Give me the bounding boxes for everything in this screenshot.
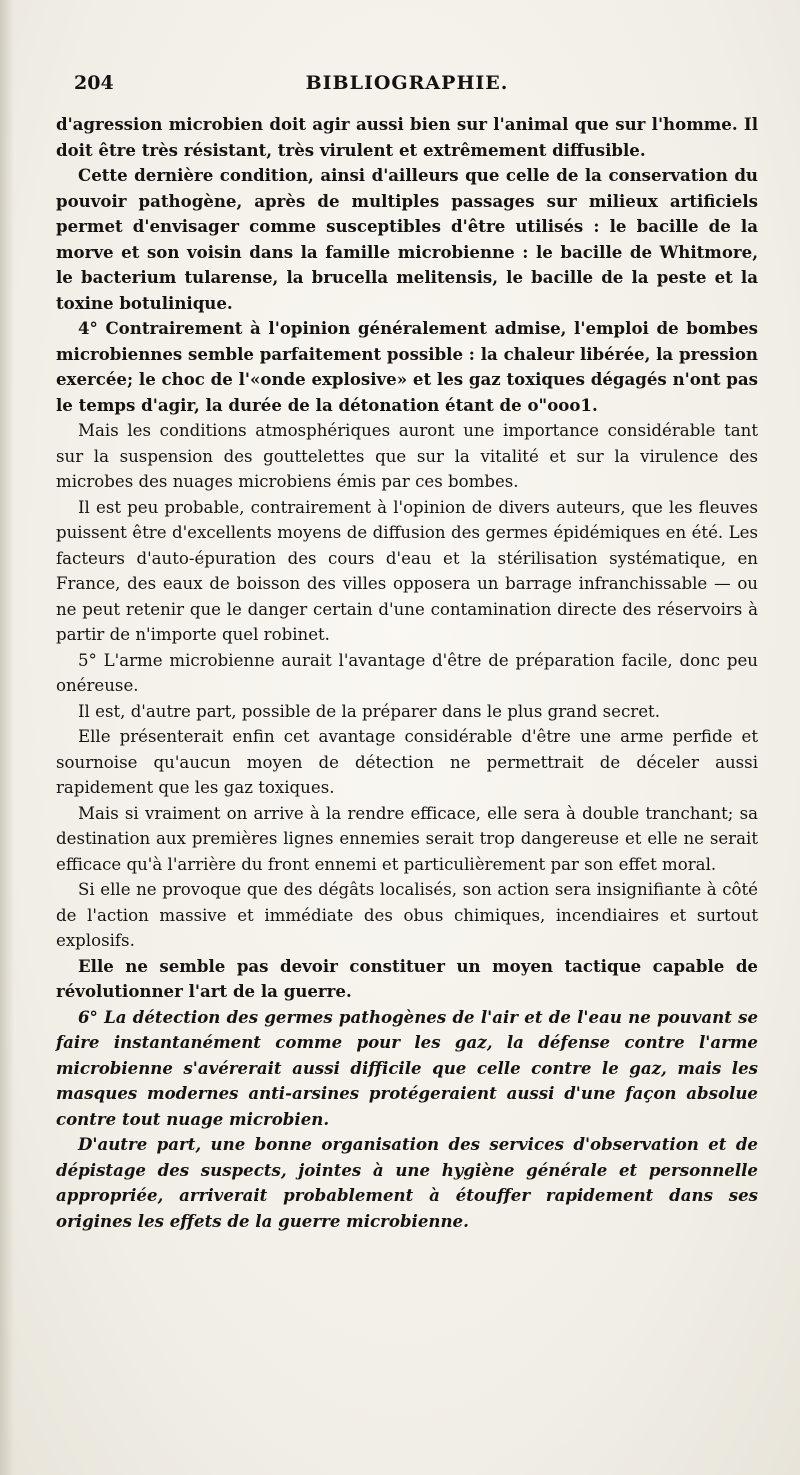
- paragraph-9: Mais si vraiment on arrive à la rendre efficace, elle sera à double tranchant; sa destination aux premières lignes ennemies serait trop dangereuse et elle ne serait efficace qu'à l'arrière du front ennemi et particulièrement par son effet moral.: [56, 803, 758, 874]
- paragraph-8: Elle présenterait enfin cet avantage considérable d'être une arme perfide et sournoise qu'aucun moyen de détection ne permettrait de déceler aussi rapidement que les gaz toxiques.: [56, 727, 758, 797]
- paragraph-1: d'agression microbien doit agir aussi bien sur l'animal que sur l'homme. Il doit être très résistant, très virulent et extrêmement diffusible.: [56, 114, 758, 160]
- paragraph-2: Cette dernière condition, ainsi d'ailleurs que celle de la conservation du pouvoir pathogène, après de multiples passages sur milieux artificiels permet d'envisager comme susceptibles d'être utilisés : le bacille de la morve et son voisin dans la famille microbienne : le bacille de Whitmore, le bacterium tularense, la brucella melitensis, le bacille de la peste et la toxine botulinique.: [56, 165, 758, 313]
- paragraph-3: 4° Contrairement à l'opinion généralement admise, l'emploi de bombes microbiennes semble parfaitement possible : la chaleur libérée, la pression exercée; le choc de l'«onde explosive» et les gaz toxiques dégagés n'ont pas le temps d'agir, la durée de la détonation étant de o"ooo1.: [56, 318, 758, 415]
- paragraph-4: Mais les conditions atmosphériques auront une importance considérable tant sur la suspension des gouttelettes que sur la vitalité et sur la virulence des microbes des nuages microbiens émis par ces bombes.: [56, 421, 758, 491]
- paragraph-5: Il est peu probable, contrairement à l'opinion de divers auteurs, que les fleuves puissent être d'excellents moyens de diffusion des germes épidémiques en été. Les facteurs d'auto-épuration des cours d'eau et la stérilisation systématique, en France, des eaux de boisson des villes opposera un barrage infranchissable — ou ne peut retenir que le danger certain d'une contamination directe des réservoirs à partir de n'importe quel robinet.: [56, 497, 758, 644]
- body-text: [56, 112, 758, 1234]
- paragraph-12: 6° La détection des germes pathogènes de l'air et de l'eau ne pouvant se faire instantanément comme pour les gaz, la défense contre l'arme microbienne s'avérerait aussi difficile que celle contre le gaz, mais les masques modernes anti-arsines protégeraient aussi d'une façon absolue contre tout nuage microbien.: [56, 1006, 758, 1129]
- paragraph-11: Elle ne semble pas devoir constituer un moyen tactique capable de révolutionner l'art de la guerre.: [56, 955, 758, 1001]
- paragraph-7: Il est, d'autre part, possible de la préparer dans le plus grand secret.: [78, 701, 660, 721]
- paragraph-13: D'autre part, une bonne organisation des services d'observation et de dépistage des suspects, jointes à une hygiène générale et personnelle appropriée, arriverait probablement à étouffer rapidement dans ses origines les effets de la guerre microbienne.: [56, 1134, 758, 1231]
- page-number: 204: [74, 72, 114, 94]
- paragraph-10: Si elle ne provoque que des dégâts localisés, son action sera insignifiante à côté de l'action massive et immédiate des obus chimiques, incendiaires et surtout explosifs.: [56, 880, 758, 950]
- paragraph-6: 5° L'arme microbienne aurait l'avantage d'être de préparation facile, donc peu onéreuse.: [56, 650, 758, 695]
- page-header: [56, 70, 758, 108]
- running-title: BIBLIOGRAPHIE.: [305, 72, 509, 94]
